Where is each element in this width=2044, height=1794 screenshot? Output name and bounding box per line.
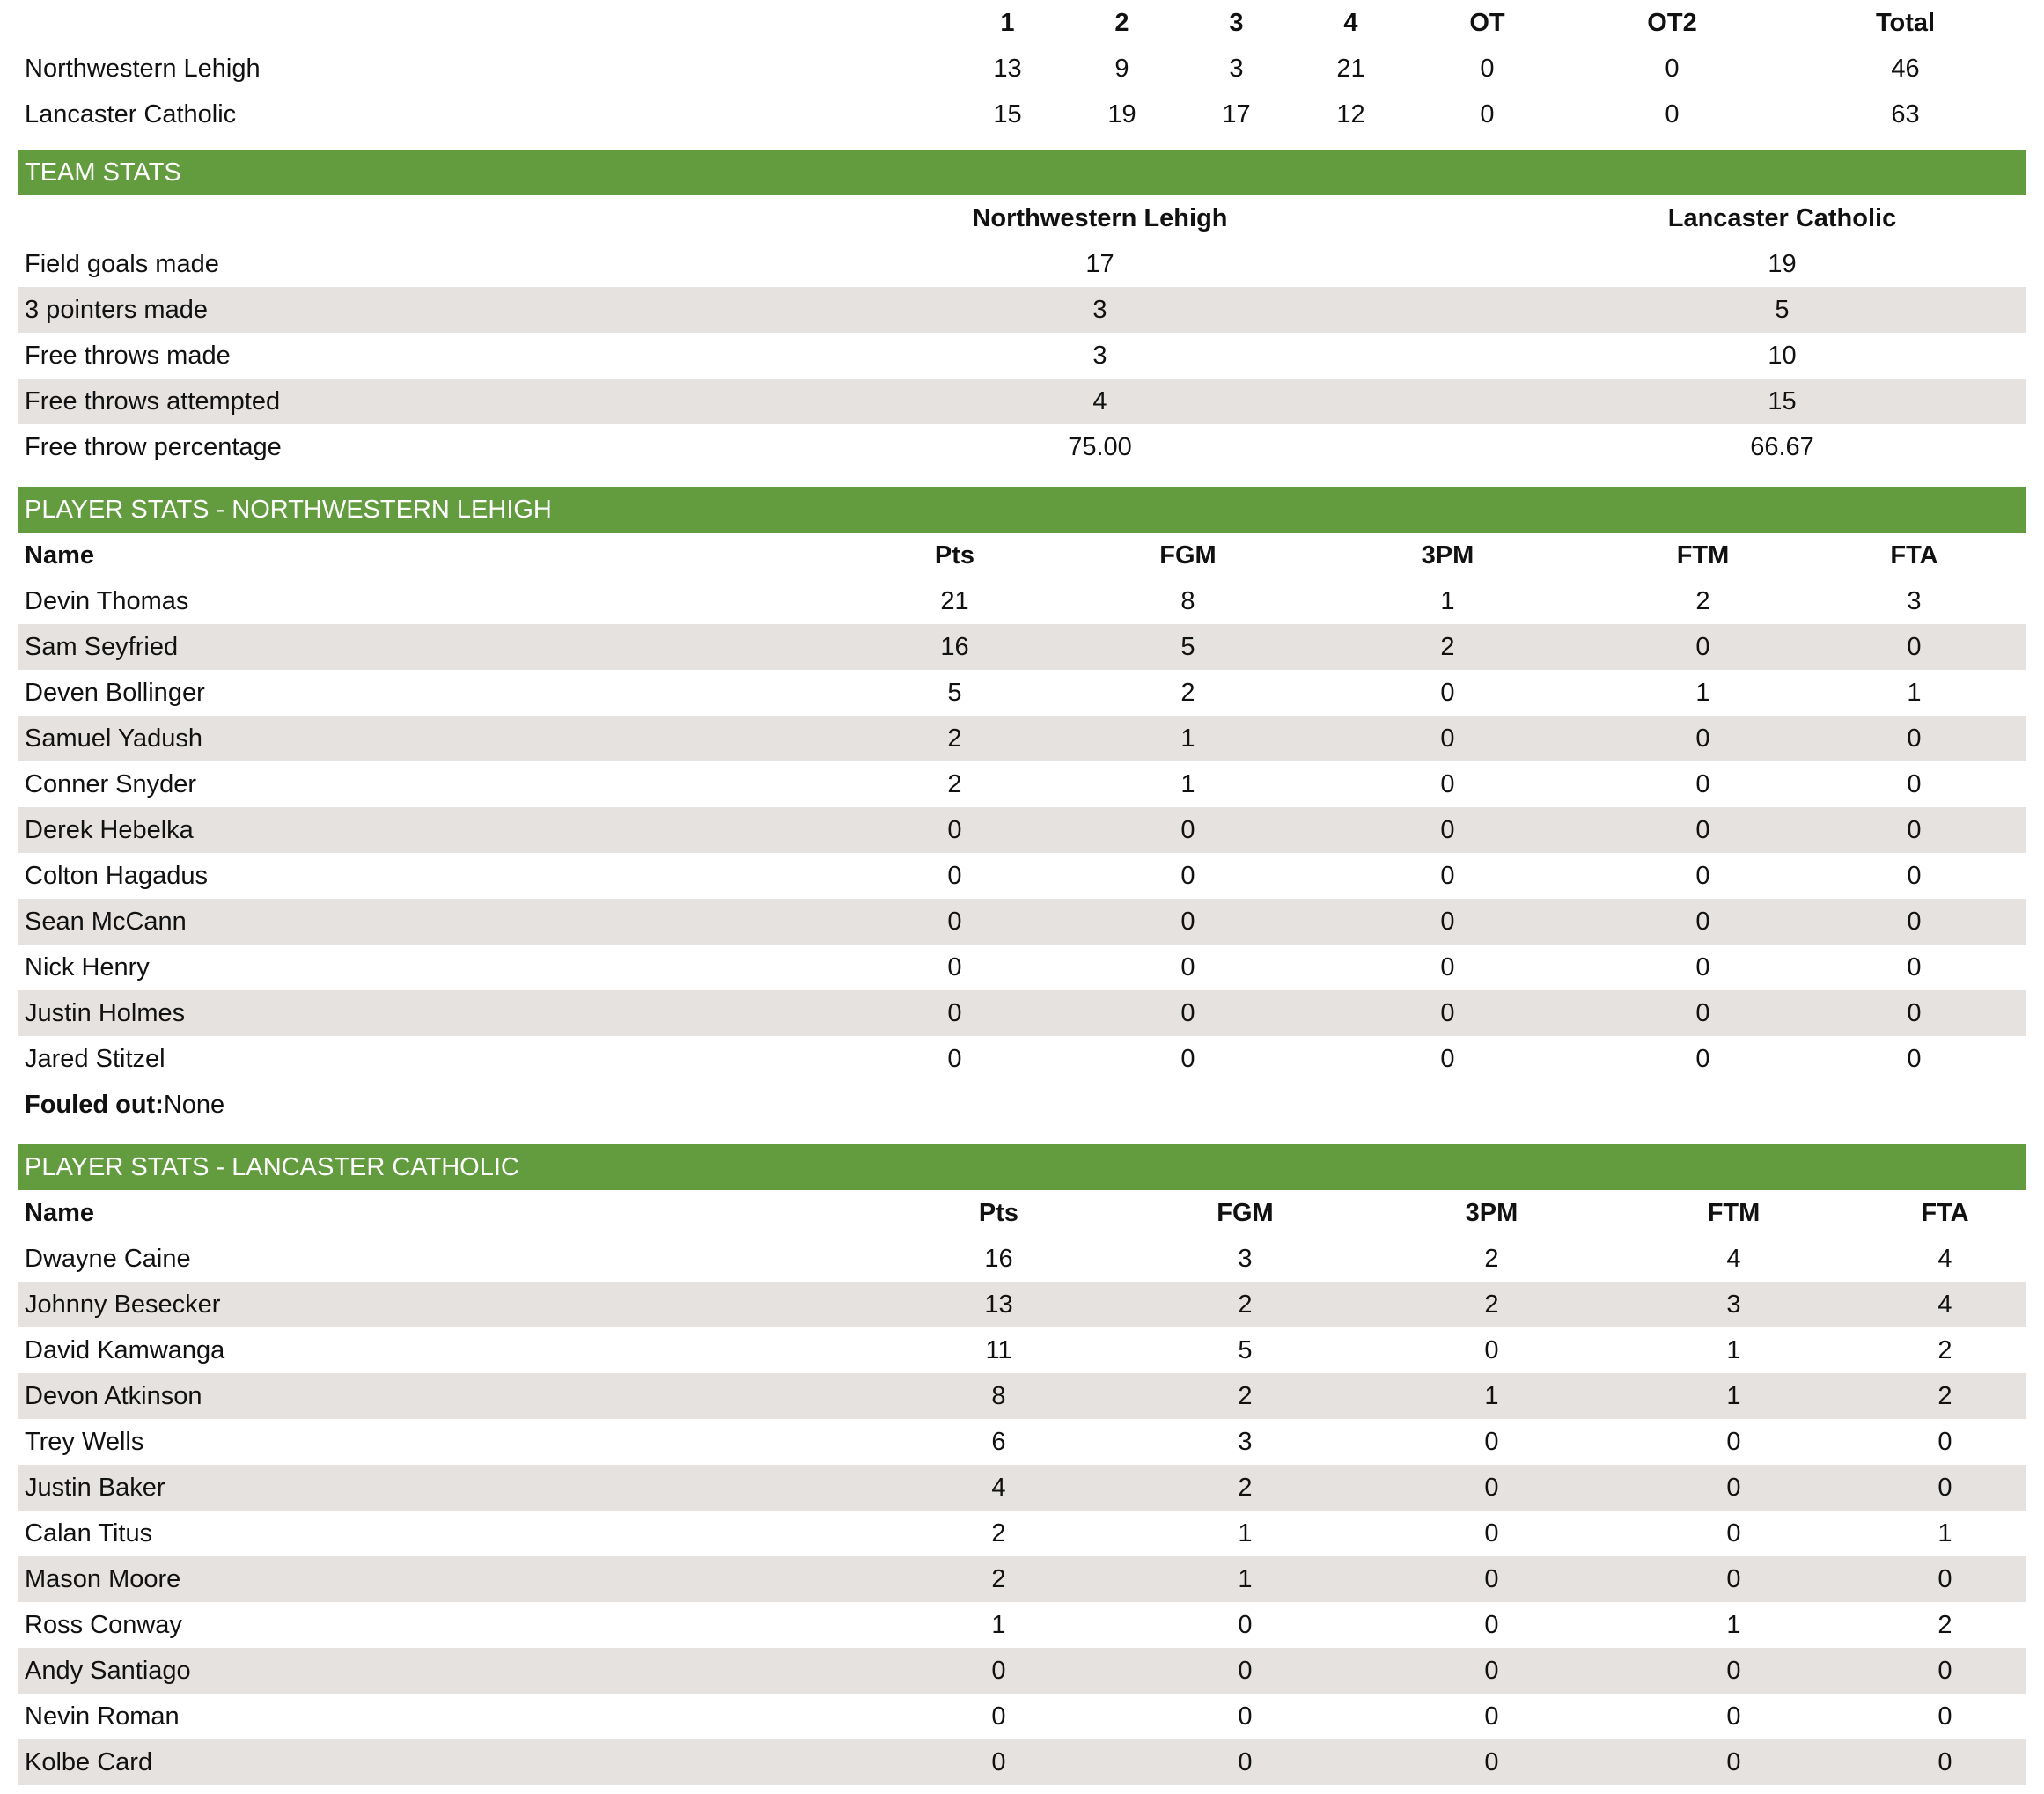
team-stats-header-blank — [18, 195, 661, 241]
scoreboard-cell-ot2: 0 — [1665, 99, 1680, 129]
player-ftm: 0 — [1695, 952, 1710, 982]
player-pts: 5 — [947, 678, 962, 707]
scoreboard-cell-q1: 15 — [993, 99, 1022, 129]
player-3pm: 1 — [1374, 1373, 1603, 1419]
player-pts: 2 — [881, 1556, 1110, 1602]
player-fta: 0 — [1937, 1427, 1952, 1456]
player-fgm: 1 — [1084, 716, 1286, 761]
fouled-out — [18, 1082, 2026, 1128]
col-pts: Pts — [934, 540, 975, 570]
scoreboard-header-total: Total — [1875, 8, 1936, 37]
player-fgm: 0 — [1238, 1702, 1253, 1731]
col-3pm: 3PM — [1465, 1198, 1518, 1227]
player-pts: 0 — [820, 899, 1084, 945]
player-fgm: 0 — [1084, 899, 1286, 945]
stat-team-a: 75.00 — [1068, 432, 1132, 461]
player-stats-lc-table — [18, 1190, 2026, 1785]
player-pts: 0 — [991, 1702, 1006, 1731]
team-stats-header-row — [18, 195, 2026, 241]
player-3pm: 0 — [1286, 807, 1603, 853]
player-row — [18, 1419, 2026, 1465]
player-pts: 4 — [881, 1465, 1110, 1511]
player-fgm: 8 — [1180, 586, 1195, 615]
player-fta: 4 — [1937, 1244, 1952, 1273]
player-3pm: 0 — [1374, 1465, 1603, 1511]
player-3pm: 0 — [1440, 1044, 1455, 1073]
player-stats-nwl-header-row — [18, 533, 2026, 578]
player-ftm: 0 — [1695, 769, 1710, 798]
player-ftm: 0 — [1603, 1739, 1858, 1785]
player-fta: 0 — [1858, 1556, 2026, 1602]
player-3pm: 0 — [1286, 990, 1603, 1036]
player-fgm: 0 — [1180, 952, 1195, 982]
player-3pm: 2 — [1286, 624, 1603, 670]
player-name: Justin Holmes — [18, 990, 820, 1036]
player-pts: 13 — [881, 1282, 1110, 1327]
player-3pm: 0 — [1286, 716, 1603, 761]
player-row — [18, 761, 2026, 807]
player-row — [18, 807, 2026, 853]
scoreboard-cell-team: Lancaster Catholic — [25, 99, 237, 129]
player-3pm: 0 — [1440, 952, 1455, 982]
player-3pm: 0 — [1286, 899, 1603, 945]
team-stats-header-team-b: Lancaster Catholic — [1667, 203, 1897, 232]
player-fta: 0 — [1907, 1044, 1922, 1073]
player-pts: 0 — [881, 1739, 1110, 1785]
player-fta: 0 — [1907, 769, 1922, 798]
col-ftm: FTM — [1676, 540, 1730, 570]
team-stats-row — [18, 287, 2026, 333]
player-stats-nwl-header: PLAYER STATS - NORTHWESTERN LEHIGH — [18, 487, 2026, 533]
player-ftm: 1 — [1726, 1335, 1741, 1364]
fouled-out-label: Fouled out: — [25, 1091, 164, 1119]
team-stats-row — [18, 424, 2026, 470]
player-row — [18, 1602, 2026, 1648]
player-pts: 11 — [985, 1335, 1012, 1364]
player-fta: 3 — [1907, 586, 1922, 615]
player-fta: 2 — [1858, 1373, 2026, 1419]
player-ftm: 1 — [1603, 1373, 1858, 1419]
col-3pm: 3PM — [1421, 540, 1474, 570]
player-name: Andy Santiago — [18, 1648, 881, 1694]
stat-label: Free throws made — [25, 341, 231, 370]
scoreboard-header-ot: OT — [1469, 8, 1505, 37]
scoreboard-cell-q2: 19 — [1107, 99, 1136, 129]
player-name: Calan Titus — [25, 1518, 153, 1548]
player-name: Devin Thomas — [25, 586, 189, 615]
player-fgm: 3 — [1238, 1244, 1253, 1273]
player-name: Sam Seyfried — [18, 624, 820, 670]
team-stats-table — [18, 195, 2026, 470]
player-name: Dwayne Caine — [25, 1244, 191, 1273]
player-pts: 6 — [991, 1427, 1006, 1456]
player-row — [18, 670, 2026, 716]
player-fgm: 1 — [1238, 1518, 1253, 1548]
player-3pm: 0 — [1484, 1427, 1499, 1456]
player-fgm: 5 — [1238, 1335, 1253, 1364]
player-pts: 2 — [947, 769, 962, 798]
player-fgm: 0 — [1084, 990, 1286, 1036]
stat-team-b: 66.67 — [1750, 432, 1814, 461]
player-name: Sean McCann — [18, 899, 820, 945]
scoreboard-cell-ot: 0 — [1480, 54, 1495, 83]
player-row — [18, 1373, 2026, 1419]
player-row — [18, 1465, 2026, 1511]
player-ftm: 1 — [1726, 1610, 1741, 1639]
player-stats-nwl-table — [18, 533, 2026, 1082]
player-3pm: 0 — [1374, 1556, 1603, 1602]
player-3pm: 0 — [1440, 769, 1455, 798]
player-pts: 21 — [940, 586, 969, 615]
player-pts: 8 — [881, 1373, 1110, 1419]
player-fta: 4 — [1858, 1282, 2026, 1327]
player-name: Jared Stitzel — [25, 1044, 165, 1073]
player-fta: 0 — [1858, 1648, 2026, 1694]
player-stats-lc-header: PLAYER STATS - LANCASTER CATHOLIC — [18, 1144, 2026, 1190]
player-ftm: 1 — [1695, 678, 1710, 707]
player-ftm: 4 — [1726, 1244, 1741, 1273]
player-fgm: 0 — [1110, 1648, 1374, 1694]
player-fta: 1 — [1907, 678, 1922, 707]
player-row — [18, 1648, 2026, 1694]
player-3pm: 0 — [1484, 1610, 1499, 1639]
player-ftm: 0 — [1603, 1556, 1858, 1602]
player-name: David Kamwanga — [25, 1335, 225, 1364]
player-pts: 0 — [881, 1648, 1110, 1694]
player-stats-lc-header-row — [18, 1190, 2026, 1236]
player-fgm: 2 — [1110, 1282, 1374, 1327]
player-fgm: 0 — [1084, 807, 1286, 853]
player-fta: 0 — [1797, 624, 2026, 670]
stat-team-a: 3 — [661, 287, 1533, 333]
player-fgm: 0 — [1110, 1739, 1374, 1785]
player-3pm: 0 — [1440, 678, 1455, 707]
player-name: Colton Hagadus — [25, 861, 208, 890]
player-3pm: 0 — [1440, 861, 1455, 890]
player-name: Derek Hebelka — [18, 807, 820, 853]
scoreboard-row — [18, 92, 2026, 137]
player-row — [18, 1556, 2026, 1602]
player-pts: 1 — [991, 1610, 1006, 1639]
col-fgm: FGM — [1217, 1198, 1274, 1227]
col-pts: Pts — [978, 1198, 1019, 1227]
scoreboard-cell-total: 63 — [1891, 99, 1920, 129]
player-fta: 2 — [1937, 1335, 1952, 1364]
player-fta: 0 — [1797, 716, 2026, 761]
player-fgm: 0 — [1180, 861, 1195, 890]
stat-team-b: 15 — [1533, 379, 2026, 424]
player-pts: 16 — [984, 1244, 1013, 1273]
player-name: Conner Snyder — [25, 769, 197, 798]
col-fta: FTA — [1890, 540, 1938, 570]
player-ftm: 0 — [1603, 1648, 1858, 1694]
player-row — [18, 945, 2026, 990]
player-pts: 0 — [947, 861, 962, 890]
scoreboard-row — [18, 46, 2026, 92]
player-row — [18, 624, 2026, 670]
box-score — [18, 0, 2026, 1785]
player-3pm: 0 — [1374, 1648, 1603, 1694]
col-fgm: FGM — [1159, 540, 1217, 570]
player-3pm: 1 — [1440, 586, 1455, 615]
player-name: Ross Conway — [25, 1610, 182, 1639]
col-name: Name — [25, 1198, 94, 1227]
player-name: Johnny Besecker — [18, 1282, 881, 1327]
player-fta: 0 — [1797, 990, 2026, 1036]
player-fta: 0 — [1907, 952, 1922, 982]
player-name: Nevin Roman — [25, 1702, 180, 1731]
scoreboard-header-q1: 1 — [1000, 8, 1015, 37]
player-fta: 2 — [1937, 1610, 1952, 1639]
scoreboard-cell-team: Northwestern Lehigh — [25, 54, 261, 83]
player-pts: 2 — [991, 1518, 1006, 1548]
player-fgm: 2 — [1180, 678, 1195, 707]
player-fgm: 2 — [1110, 1465, 1374, 1511]
player-name: Kolbe Card — [18, 1739, 881, 1785]
player-fgm: 0 — [1180, 1044, 1195, 1073]
player-3pm: 0 — [1484, 1518, 1499, 1548]
player-name: Nick Henry — [25, 952, 150, 982]
player-pts: 0 — [947, 1044, 962, 1073]
player-ftm: 0 — [1726, 1702, 1741, 1731]
player-fta: 0 — [1797, 899, 2026, 945]
scoreboard-table — [18, 0, 2026, 137]
scoreboard-cell-q4: 21 — [1336, 54, 1365, 83]
scoreboard-header-ot2: OT2 — [1647, 8, 1697, 37]
team-stats-row — [18, 241, 2026, 287]
player-row — [18, 1327, 2026, 1373]
stat-team-b: 10 — [1768, 341, 1797, 370]
player-row — [18, 578, 2026, 624]
stat-team-a: 17 — [1085, 249, 1114, 278]
player-row — [18, 1236, 2026, 1282]
scoreboard-cell-ot2: 0 — [1665, 54, 1680, 83]
player-fta: 0 — [1858, 1465, 2026, 1511]
player-ftm: 2 — [1695, 586, 1710, 615]
player-fgm: 0 — [1238, 1610, 1253, 1639]
scoreboard-header-q3: 3 — [1229, 8, 1244, 37]
scoreboard-cell-q3: 3 — [1229, 54, 1244, 83]
player-ftm: 0 — [1603, 716, 1797, 761]
player-3pm: 0 — [1484, 1335, 1499, 1364]
player-fta: 0 — [1937, 1702, 1952, 1731]
player-3pm: 0 — [1484, 1702, 1499, 1731]
scoreboard-cell-total: 46 — [1891, 54, 1920, 83]
col-ftm: FTM — [1707, 1198, 1761, 1227]
player-name: Devon Atkinson — [18, 1373, 881, 1419]
player-fta: 0 — [1858, 1739, 2026, 1785]
player-name: Mason Moore — [18, 1556, 881, 1602]
player-row — [18, 1694, 2026, 1739]
player-name: Samuel Yadush — [18, 716, 820, 761]
stat-team-a: 3 — [1092, 341, 1107, 370]
player-ftm: 0 — [1603, 624, 1797, 670]
player-row — [18, 716, 2026, 761]
player-3pm: 0 — [1374, 1739, 1603, 1785]
player-ftm: 0 — [1726, 1427, 1741, 1456]
player-row — [18, 899, 2026, 945]
player-row — [18, 1739, 2026, 1785]
team-stats-header-team-a: Northwestern Lehigh — [972, 203, 1228, 232]
player-ftm: 0 — [1695, 1044, 1710, 1073]
player-ftm: 3 — [1603, 1282, 1858, 1327]
team-stats-row — [18, 333, 2026, 379]
stat-team-b: 5 — [1533, 287, 2026, 333]
scoreboard-cell-q3: 17 — [1222, 99, 1251, 129]
scoreboard-header-row — [18, 0, 2026, 46]
scoreboard-header-q2: 2 — [1114, 8, 1129, 37]
player-fgm: 1 — [1180, 769, 1195, 798]
scoreboard-cell-q2: 9 — [1114, 54, 1129, 83]
team-stats-header: TEAM STATS — [18, 150, 2026, 195]
stat-label: Free throws attempted — [18, 379, 661, 424]
stat-team-a: 4 — [661, 379, 1533, 424]
player-row — [18, 1036, 2026, 1082]
player-ftm: 0 — [1603, 1465, 1858, 1511]
player-pts: 0 — [947, 952, 962, 982]
player-row — [18, 1282, 2026, 1327]
player-fgm: 1 — [1110, 1556, 1374, 1602]
player-name: Deven Bollinger — [25, 678, 205, 707]
scoreboard-cell-ot: 0 — [1480, 99, 1495, 129]
player-pts: 0 — [820, 807, 1084, 853]
player-fta: 1 — [1937, 1518, 1952, 1548]
stat-label: 3 pointers made — [18, 287, 661, 333]
player-fta: 0 — [1907, 861, 1922, 890]
player-name: Justin Baker — [18, 1465, 881, 1511]
player-row — [18, 853, 2026, 899]
player-fta: 0 — [1797, 807, 2026, 853]
player-fgm: 3 — [1238, 1427, 1253, 1456]
stat-label: Field goals made — [25, 249, 219, 278]
player-fgm: 2 — [1110, 1373, 1374, 1419]
player-ftm: 0 — [1603, 990, 1797, 1036]
player-pts: 16 — [820, 624, 1084, 670]
player-row — [18, 1511, 2026, 1556]
scoreboard-cell-q1: 13 — [993, 54, 1022, 83]
scoreboard-header-team — [18, 0, 952, 46]
player-ftm: 0 — [1695, 861, 1710, 890]
player-ftm: 0 — [1603, 807, 1797, 853]
team-stats-row — [18, 379, 2026, 424]
player-name: Trey Wells — [25, 1427, 144, 1456]
player-ftm: 0 — [1726, 1518, 1741, 1548]
fouled-out-value: None — [163, 1091, 225, 1119]
scoreboard-cell-q4: 12 — [1336, 99, 1365, 129]
stat-label: Free throw percentage — [25, 432, 282, 461]
player-fgm: 5 — [1084, 624, 1286, 670]
scoreboard-header-q4: 4 — [1343, 8, 1358, 37]
stat-team-b: 19 — [1768, 249, 1797, 278]
player-pts: 0 — [820, 990, 1084, 1036]
player-3pm: 2 — [1374, 1282, 1603, 1327]
player-3pm: 2 — [1484, 1244, 1499, 1273]
player-pts: 2 — [820, 716, 1084, 761]
player-row — [18, 990, 2026, 1036]
col-fta: FTA — [1921, 1198, 1969, 1227]
player-ftm: 0 — [1603, 899, 1797, 945]
col-name: Name — [25, 540, 94, 570]
